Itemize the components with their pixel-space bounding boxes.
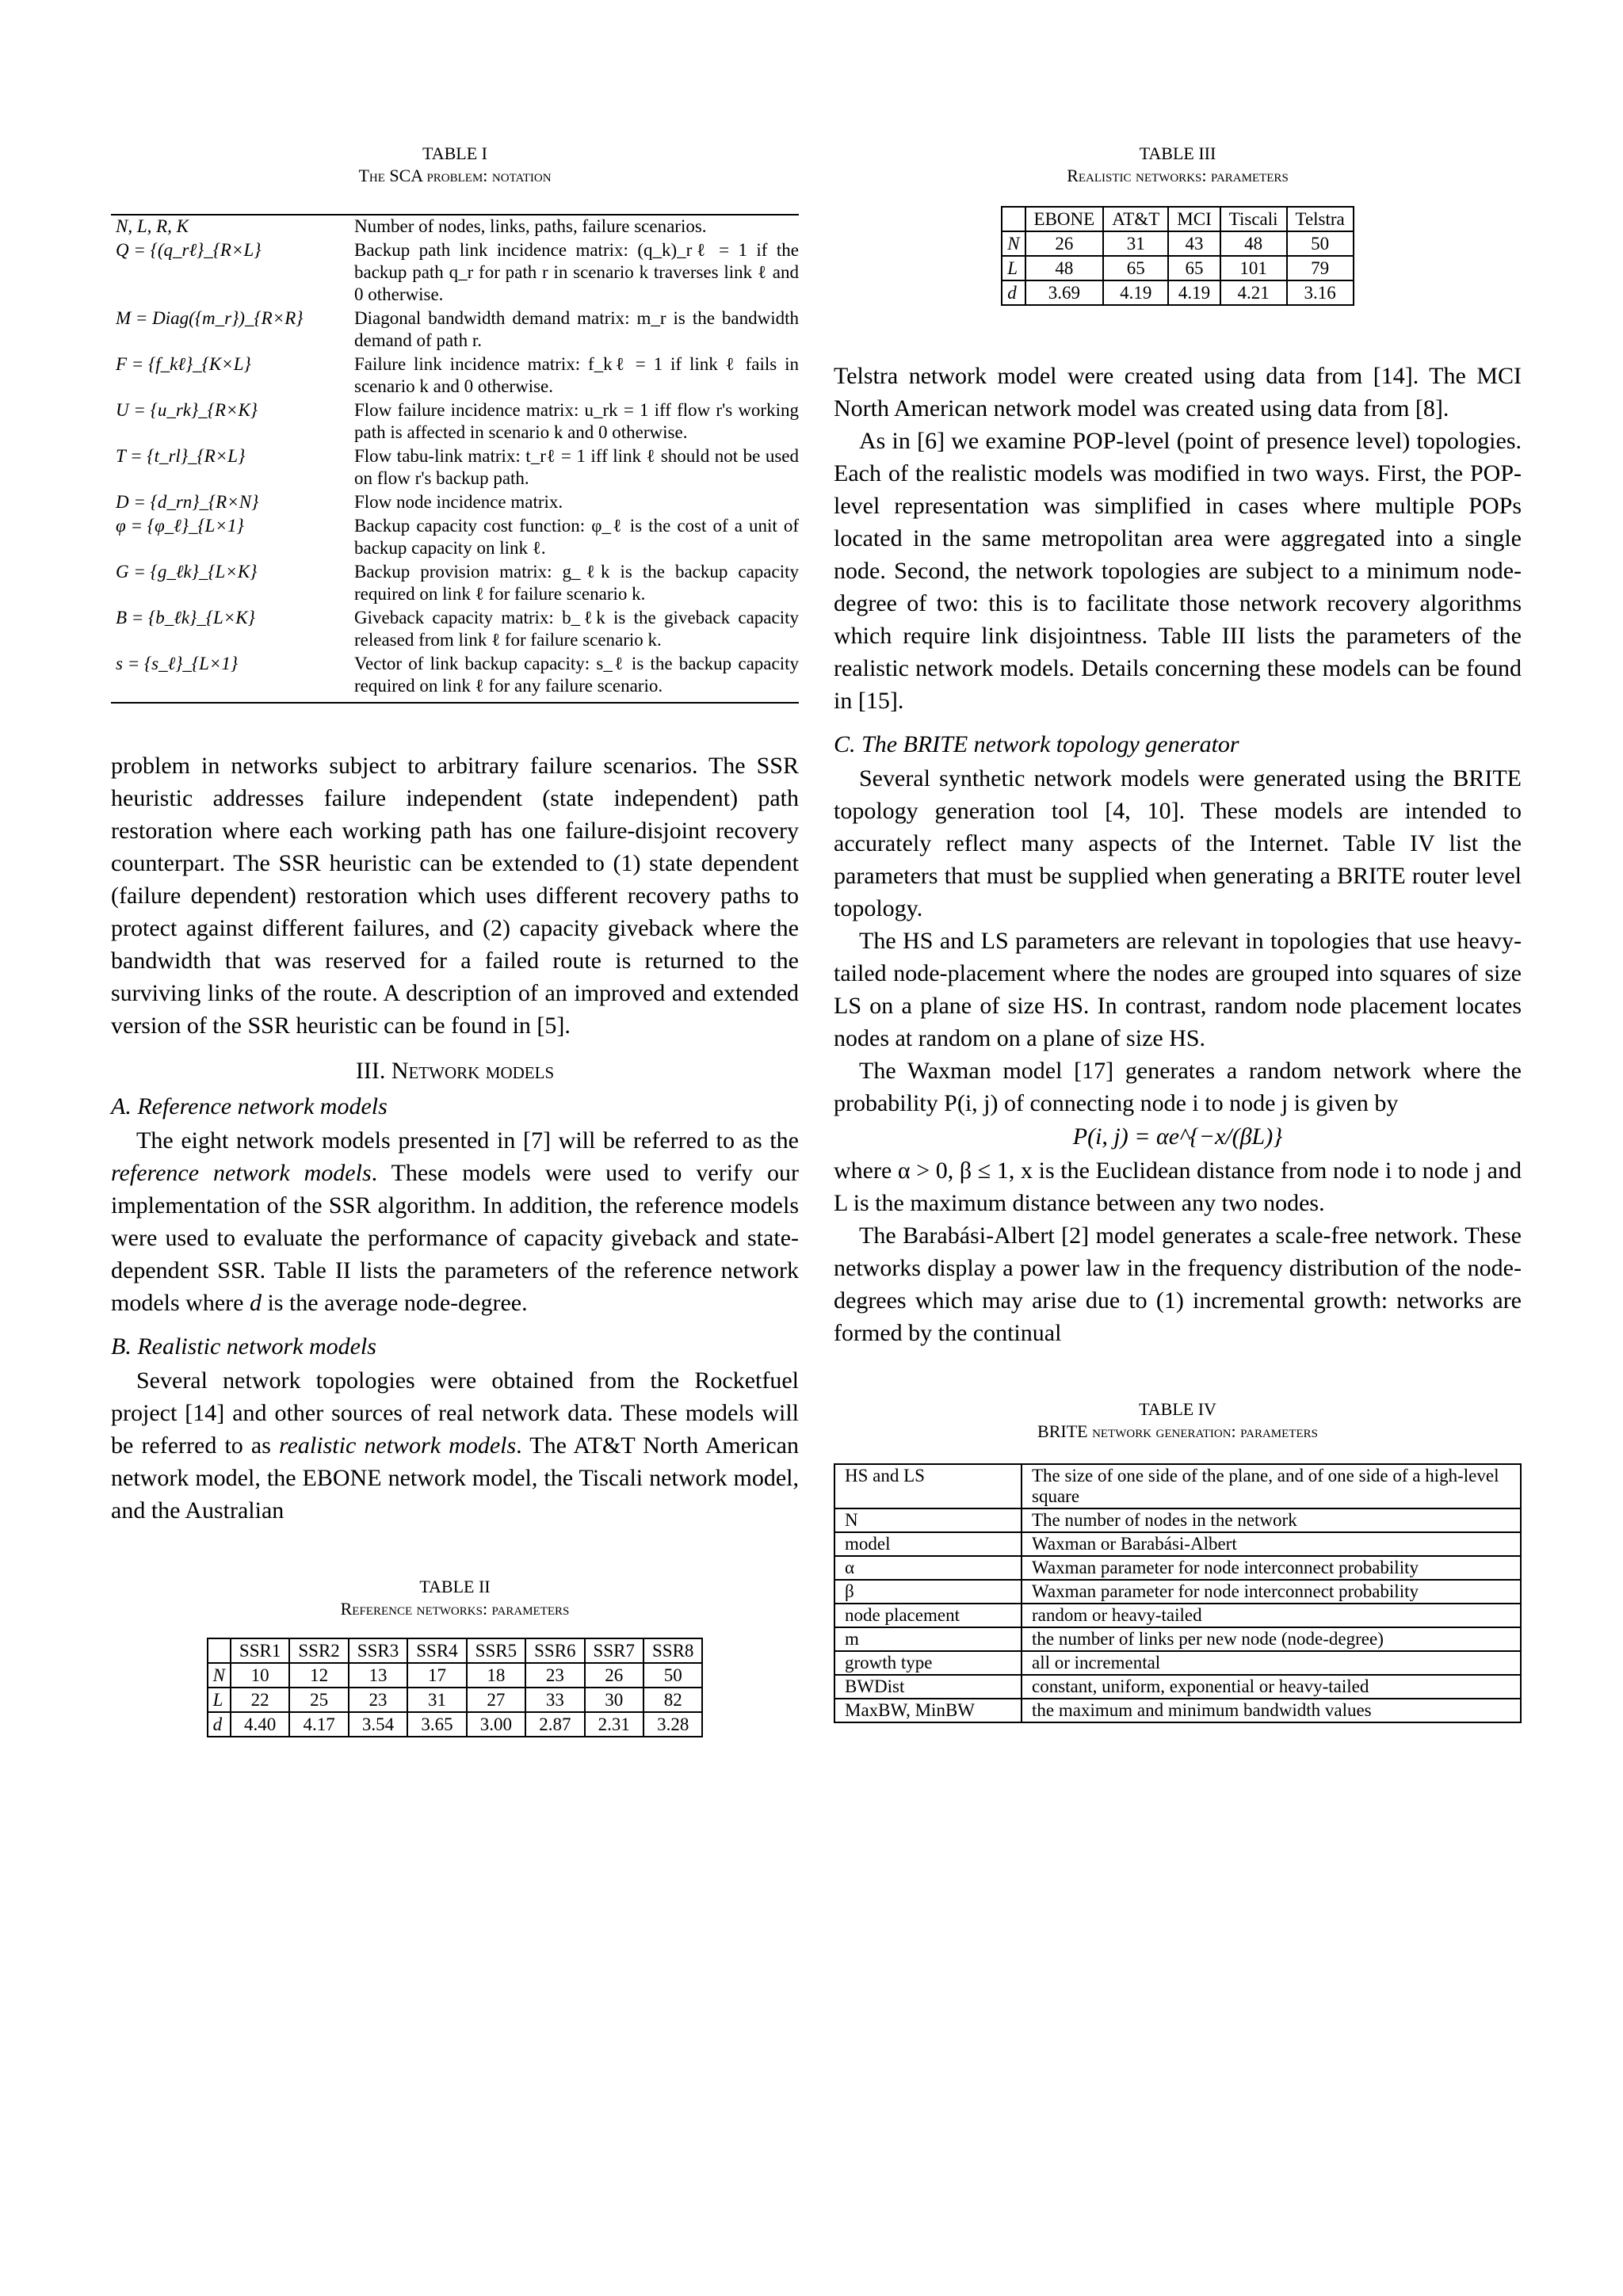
parameter-name: HS and LS [834,1464,1022,1508]
notation-row [111,353,799,399]
table-cell: 3.69 [1025,280,1104,305]
notation-symbol: B = {b_ℓk}_{L×K} [116,608,255,627]
table-cell: 31 [1103,231,1168,256]
brite-parameters-table [834,1463,1522,1723]
table-cell: 23 [525,1663,584,1688]
paragraph-pop-level: As in [6] we examine POP-level (point of presence level) topologies. Each of the realistic models was modified in two ways. First, the POP-level representation was simplified in cases where multiple POPs located in the same metropolitan area were aggregated into a single node. Second, the network topologies are subject to a minimum node-degree of two: this is to facilitate those network recovery algorithms which require link disjointness. Table III lists the parameters of the realistic network models. Details concerning these models can be found in [15]. [834,428,1522,714]
reference-networks-table [207,1638,704,1737]
column-header: SSR5 [467,1638,525,1663]
parameter-description: the number of links per new node (node-degree) [1022,1627,1521,1651]
table-cell: 2.87 [525,1712,584,1737]
notation-symbol: D = {d_rn}_{R×N} [116,492,259,512]
column-header: SSR6 [525,1638,584,1663]
table-cell: 101 [1220,256,1287,280]
row-header: L [1002,256,1025,280]
row-header: N [1002,231,1025,256]
row-header: N [208,1663,231,1688]
table-cell: 3.16 [1287,280,1354,305]
notation-symbol: M = Diag({m_r})_{R×R} [116,308,304,328]
parameter-description: random or heavy-tailed [1022,1604,1521,1627]
row-header: L [208,1688,231,1712]
column-header: SSR4 [407,1638,466,1663]
column-header: SSR2 [289,1638,348,1663]
parameter-description: Waxman parameter for node interconnect probability [1022,1580,1521,1604]
subsection-reference-models: A. Reference network models [111,1093,388,1119]
table3-label: TABLE III [1139,143,1216,163]
column-header: SSR3 [349,1638,407,1663]
column-header: Tiscali [1220,207,1287,231]
table-cell: 25 [289,1688,348,1712]
paragraph-barabasi: The Barabási-Albert [2] model generates a scale-free network. These networks display a power law in the frequency distribution of the node-degrees which may arise due to (1) incremental growth: networks are formed by the continual [834,1222,1522,1346]
corner-cell [208,1638,231,1663]
table-cell: 4.21 [1220,280,1287,305]
paragraph-waxman: The Waxman model [17] generates a random network where the probability P(i, j) of connecting node i to node j is given by [834,1058,1522,1116]
table-row [1002,256,1354,280]
column-header: SSR7 [585,1638,643,1663]
parameter-name: model [834,1532,1022,1556]
paragraph-waxman-terms: where α > 0, β ≤ 1, x is the Euclidean distance from node i to node j and L is the maximum distance between any two nodes. [834,1158,1522,1216]
table-cell: 18 [467,1663,525,1688]
notation-row [111,399,799,445]
realistic-networks-table [1001,206,1354,306]
paragraph-brite: Several synthetic network models were generated using the BRITE topology generation tool [4, 10]. These models are intended to accurately reflect many aspects of the Internet. Table IV list the parameters that must be supplied when generating a BRITE router level topology. [834,765,1522,921]
column-header: SSR1 [231,1638,289,1663]
table-cell: 65 [1168,256,1220,280]
notation-row [111,561,799,607]
paragraph-hs-ls: The HS and LS parameters are relevant in topologies that use heavy-tailed node-placement where the nodes are grouped into squares of size LS on a plane of size HS. In contrast, random node placement locates nodes at random on a plane of size HS. [834,928,1522,1051]
notation-description: Flow failure incidence matrix: u_rk = 1 iff flow r's working path is affected in scenario k and 0 otherwise. [354,400,799,442]
parameter-name: BWDist [834,1675,1022,1699]
notation-row [111,515,799,561]
table-cell: 2.31 [585,1712,643,1737]
notation-row [111,653,799,703]
table3-title: Realistic networks: parameters [1067,166,1289,185]
table-cell: 26 [585,1663,643,1688]
right-column [834,143,1522,1723]
table1-label: TABLE I [422,143,487,163]
parameter-row [834,1508,1521,1532]
table-cell: 13 [349,1663,407,1688]
parameter-row [834,1580,1521,1604]
table-cell: 3.65 [407,1712,466,1737]
notation-symbol: U = {u_rk}_{R×K} [116,400,258,420]
paragraph-reference-models: The eight network models presented in [7] will be referred to as the reference network models. These models were used to verify our implementation of the SSR algorithm. In addition, the reference models were used to evaluate the performance of capacity giveback and state-dependent SSR. Table II lists the parameters of the reference network models where d is the average node-degree. [111,1127,799,1316]
table2-label: TABLE II [419,1577,491,1596]
table-cell: 22 [231,1688,289,1712]
table-header-row [208,1638,703,1663]
parameter-name: growth type [834,1651,1022,1675]
notation-row [111,215,799,239]
column-header: AT&T [1103,207,1168,231]
notation-description: Giveback capacity matrix: b_ℓk is the giveback capacity released from link ℓ for failure scenario k. [354,608,799,650]
corner-cell [1002,207,1025,231]
table-cell: 33 [525,1688,584,1712]
table-cell: 50 [643,1663,702,1688]
notation-description: Backup capacity cost function: φ_ℓ is the cost of a unit of backup capacity on link ℓ. [354,516,799,558]
subsection-brite: C. The BRITE network topology generator [834,731,1239,757]
column-header: EBONE [1025,207,1104,231]
table-cell: 4.40 [231,1712,289,1737]
table-cell: 82 [643,1688,702,1712]
table-cell: 65 [1103,256,1168,280]
column-header: SSR8 [643,1638,702,1663]
paragraph-telstra: Telstra network model were created using data from [14]. The MCI North American network model was created using data from [8]. [834,363,1522,421]
parameter-row [834,1532,1521,1556]
column-header: Telstra [1287,207,1354,231]
table4-label: TABLE IV [1139,1399,1216,1419]
row-header: d [208,1712,231,1737]
table-cell: 50 [1287,231,1354,256]
parameter-row [834,1604,1521,1627]
subsection-realistic-models: B. Realistic network models [111,1333,376,1360]
parameter-name: N [834,1508,1022,1532]
notation-symbol: T = {t_rl}_{R×L} [116,446,246,466]
table-cell: 23 [349,1688,407,1712]
column-header: MCI [1168,207,1220,231]
table-cell: 43 [1168,231,1220,256]
table-row [208,1663,703,1688]
parameter-row [834,1651,1521,1675]
parameter-description: The number of nodes in the network [1022,1508,1521,1532]
parameter-row [834,1627,1521,1651]
notation-symbol: Q = {(q_rℓ}_{R×L} [116,240,262,260]
table-cell: 26 [1025,231,1104,256]
parameter-description: Waxman parameter for node interconnect probability [1022,1556,1521,1580]
notation-description: Vector of link backup capacity: s_ℓ is the backup capacity required on link ℓ for any failure scenario. [349,653,799,703]
parameter-description: constant, uniform, exponential or heavy-tailed [1022,1675,1521,1699]
parameter-name: MaxBW, MinBW [834,1699,1022,1722]
table-cell: 48 [1025,256,1104,280]
paragraph-realistic-models: Several network topologies were obtained from the Rocketfuel project [14] and other sources of real network data. These models will be referred to as realistic network models. The AT&T North American network model, the EBONE network model, the Tiscali network model, and the Australian [111,1367,799,1524]
left-column [111,143,799,1737]
notation-symbol: G = {g_ℓk}_{L×K} [116,562,258,582]
table2-title: Reference networks: parameters [340,1599,570,1619]
parameter-row [834,1699,1521,1722]
paragraph-ssr: problem in networks subject to arbitrary failure scenarios. The SSR heuristic addresses failure independent (state independent) path restoration where each working path has one failure-disjoint recovery counterpart. The SSR heuristic can be extended to (1) state dependent (failure dependent) restoration which uses different recovery paths to protect against different failures, and (2) capacity giveback where the bandwidth that was reserved for a failed route is returned to the surviving links of the route. A description of an improved and extended version of the SSR heuristic can be found in [5]. [111,753,799,1039]
notation-description: Number of nodes, links, paths, failure scenarios. [349,215,799,239]
table-cell: 3.54 [349,1712,407,1737]
notation-row [111,445,799,491]
notation-description: Flow node incidence matrix. [354,492,563,512]
parameter-name: node placement [834,1604,1022,1627]
notation-table [111,214,799,704]
notation-description: Flow tabu-link matrix: t_rℓ = 1 iff link ℓ should not be used on flow r's backup path. [354,446,799,488]
table-row [208,1688,703,1712]
parameter-description: The size of one side of the plane, and of one side of a high-level square [1022,1464,1521,1508]
table-cell: 31 [407,1688,466,1712]
table-header-row [1002,207,1354,231]
table-cell: 4.19 [1168,280,1220,305]
table-row [1002,280,1354,305]
section-heading-network-models: III. Network models [355,1058,555,1084]
parameter-name: α [834,1556,1022,1580]
parameter-row [834,1556,1521,1580]
notation-description: Backup path link incidence matrix: (q_k)_rℓ = 1 if the backup path q_r for path r in scenario k traverses link ℓ and 0 otherwise. [354,240,799,304]
notation-description: Diagonal bandwidth demand matrix: m_r is the bandwidth demand of path r. [354,308,799,350]
table-cell: 4.19 [1103,280,1168,305]
notation-row [111,607,799,653]
table-cell: 3.00 [467,1712,525,1737]
row-header: d [1002,280,1025,305]
parameter-name: β [834,1580,1022,1604]
table-cell: 48 [1220,231,1287,256]
table-cell: 12 [289,1663,348,1688]
table-cell: 3.28 [643,1712,702,1737]
table1-title: The SCA problem: notation [358,166,552,185]
table-cell: 10 [231,1663,289,1688]
notation-symbol: N, L, R, K [111,215,349,239]
parameter-description: the maximum and minimum bandwidth values [1022,1699,1521,1722]
notation-symbol: F = {f_kℓ}_{K×L} [116,354,251,374]
notation-description: Backup provision matrix: g_ℓk is the backup capacity required on link ℓ for failure scenario k. [354,562,799,604]
notation-symbol: φ = {φ_ℓ}_{L×1} [116,516,244,536]
table-cell: 4.17 [289,1712,348,1737]
table-cell: 30 [585,1688,643,1712]
notation-row [111,239,799,307]
table-cell: 79 [1287,256,1354,280]
table4-title: BRITE network generation: parameters [1037,1421,1318,1441]
parameter-row [834,1675,1521,1699]
notation-symbol: s = {s_ℓ}_{L×1} [111,653,349,703]
waxman-equation: P(i, j) = αe^{−x/(βL)} [1072,1123,1283,1150]
table-row [208,1712,703,1737]
notation-row [111,307,799,353]
parameter-name: m [834,1627,1022,1651]
table-cell: 27 [467,1688,525,1712]
notation-row [111,491,799,515]
notation-description: Failure link incidence matrix: f_kℓ = 1 if link ℓ fails in scenario k and 0 otherwise. [354,354,799,396]
parameter-row [834,1464,1521,1508]
parameter-description: Waxman or Barabási-Albert [1022,1532,1521,1556]
table-row [1002,231,1354,256]
table-cell: 17 [407,1663,466,1688]
parameter-description: all or incremental [1022,1651,1521,1675]
